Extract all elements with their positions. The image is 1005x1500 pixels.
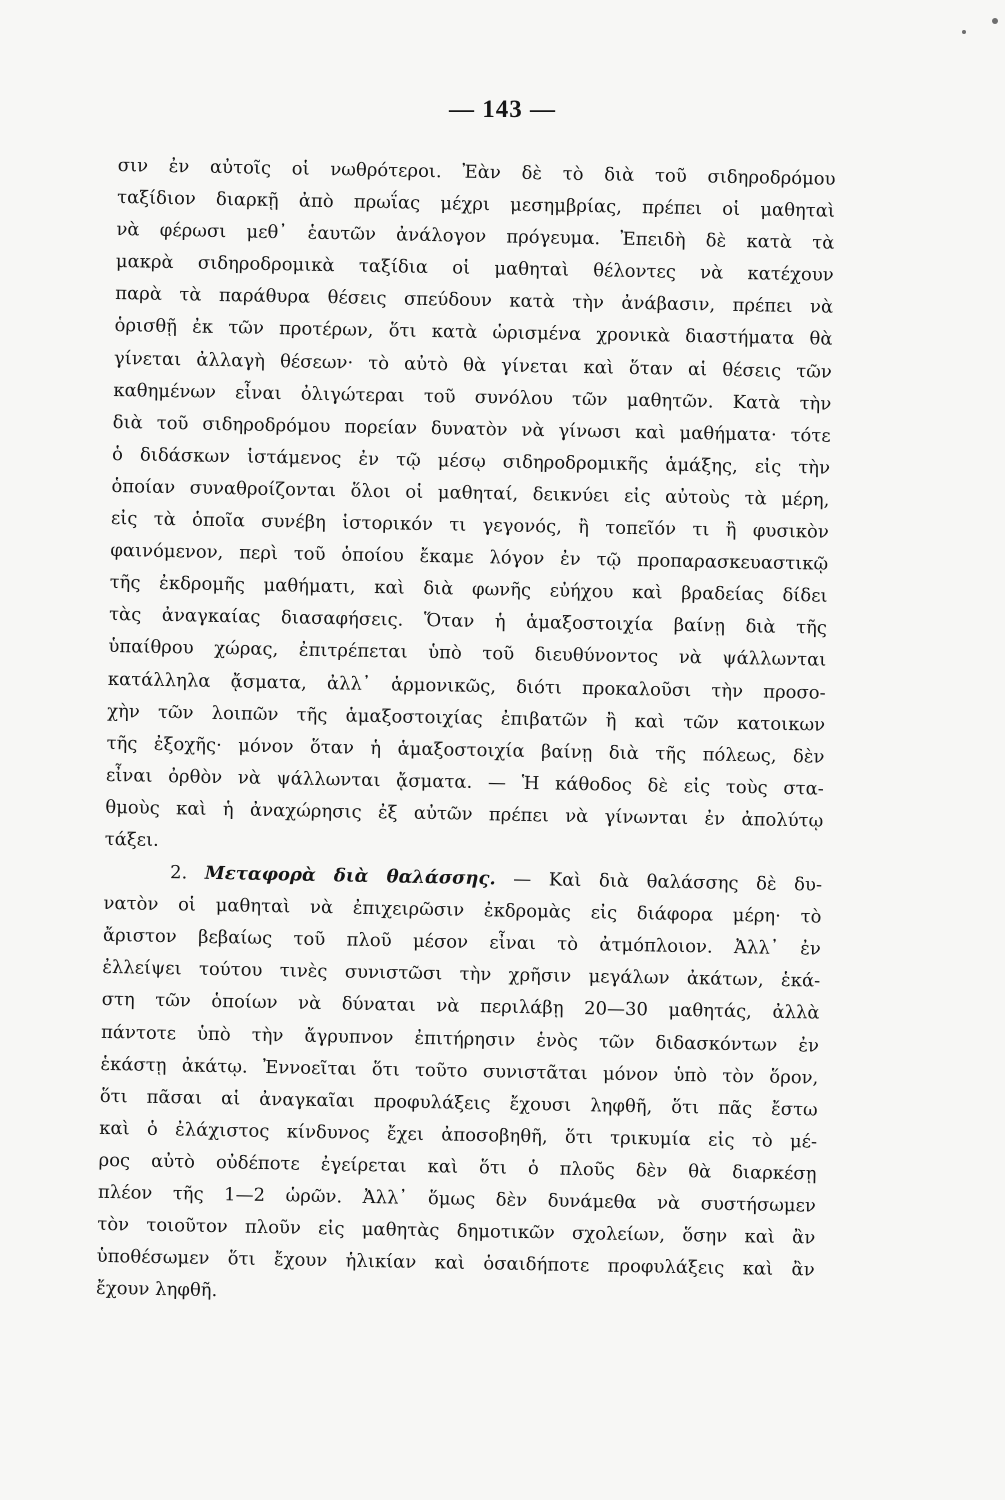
section-number: 2. — [169, 862, 188, 884]
text-line: εἶναι ὀρθὸν νὰ ψάλλωνται ᾄσματα. — Ἡ κάθοδος δὲ εἰς τοὺς στα- — [105, 764, 825, 800]
text-line: νατὸν οἱ μαθηταὶ νὰ ἐπιχειρῶσιν ἐκδρομὰς εἰς διάφορα μέρη· τὸ — [103, 893, 822, 928]
text-line: πάντοτε ὑπὸ τὴν ἄγρυπνον ἐπιτήρησιν ἑνὸς τῶν διδασκόντων ἐν — [100, 1021, 820, 1057]
text-line: τῆς ἐκδρομῆς μαθήματι, καὶ διὰ φωνῆς εὐήχου καὶ βραδείας δίδει — [109, 572, 828, 607]
text-line: ὁποίαν συναθροίζονται ὅλοι οἱ μαθηταί, δεικνύει εἰς αὐτοὺς τὰ μέρη, — [111, 475, 830, 511]
text-line: γίνεται ἀλλαγὴ θέσεων· τὸ αὐτὸ θὰ γίνεται καὶ ὅταν αἱ θέσεις τῶν — [113, 347, 833, 383]
section-sea-transport — [96, 856, 822, 1319]
text-line: ἐλλείψει τούτου τινὲς συνιστῶσι τὴν χρῆσιν μεγάλων ἀκάτων, ἑκά- — [102, 957, 821, 992]
text-line: ὑπαίθρου χώρας, ἐπιτρέπεται ὑπὸ τοῦ διευθύνοντος νὰ ψάλλωνται — [108, 636, 827, 672]
text-line: τὰς ἀναγκαίας διασαφήσεις. Ὅταν ἡ ἁμαξοστοιχία βαίνῃ διὰ τῆς — [108, 604, 828, 640]
text-line: ταξίδιον διαρκῇ ἀπὸ πρωΐας μέχρι μεσημβρίας, πρέπει οἱ μαθηταὶ — [116, 187, 836, 222]
text-line: καὶ ὁ ἐλάχιστος κίνδυνος ἔχει ἀποσοβηθῆ, ὅτι τρικυμία εἰς τὸ μέ- — [99, 1117, 818, 1153]
text-line: ἔχουν ληφθῆ. — [95, 1278, 218, 1302]
text-line: παρὰ τὰ παράθυρα θέσεις σπεύδουν κατὰ τὴν ἀνάβασιν, πρέπει νὰ — [115, 283, 834, 319]
text-line: χὴν τῶν λοιπῶν τῆς ἁμαξοστοιχίας ἐπιβατῶν ἢ καὶ τῶν κατοικων — [107, 700, 826, 736]
page-body — [96, 150, 836, 1319]
text-line: ὁρισθῇ ἐκ τῶν προτέρων, ὅτι κατὰ ὡρισμένα χρονικὰ διαστήματα θὰ — [114, 315, 833, 351]
text-line: στη τῶν ὁποίων νὰ δύναται νὰ περιλάβῃ 20—30 μαθητάς, ἀλλὰ — [101, 989, 820, 1025]
text-line: τῆς ἐξοχῆς· μόνον ὅταν ἡ ἁμαξοστοιχία βαίνῃ διὰ τῆς πόλεως, δὲν — [106, 732, 825, 768]
text-line: μακρὰ σιδηροδρομικὰ ταξίδια οἱ μαθηταὶ θέλοντες νὰ κατέχουν — [115, 251, 834, 287]
text-line: ρος αὐτὸ οὐδέποτε ἐγείρεται καὶ ὅτι ὁ πλοῦς δὲν θὰ διαρκέσῃ — [98, 1149, 817, 1185]
text-line: καθημένων εἶναι ὀλιγώτεραι τοῦ συνόλου τῶν μαθητῶν. Κατὰ τὴν — [113, 379, 832, 415]
text-line: τάξει. — [104, 828, 160, 851]
text-line: ὅτι πᾶσαι αἱ ἀναγκαῖαι προφυλάξεις ἔχουσι ληφθῆ, ὅτι πᾶς ἔστω — [99, 1085, 818, 1121]
text-line: πλέον τῆς 1—2 ὡρῶν. Ἀλλ᾽ ὅμως δὲν δυνάμεθα νὰ συστήσωμεν — [97, 1181, 817, 1217]
text-line: τὸν τοιοῦτον πλοῦν εἰς μαθητὰς δημοτικῶν σχολείων, ὅσην καὶ ἂν — [97, 1213, 816, 1249]
text-line: φαινόμενον, περὶ τοῦ ὁποίου ἔκαμε λόγον ἐν τῷ προπαρασκευαστικῷ — [110, 540, 829, 575]
text-line: εἰς τὰ ὁποῖα συνέβη ἱστορικόν τι γεγονός, ἢ τοπεῖόν τι ἢ φυσικὸν — [110, 507, 829, 543]
section-first-line-text: — Καὶ διὰ θαλάσσης δὲ δυ- — [513, 868, 823, 896]
text-line: διὰ τοῦ σιδηροδρόμου πορείαν δυνατὸν νὰ γίνωσι καὶ μαθήματα· τότε — [112, 411, 831, 447]
page-number: — 143 — — [449, 96, 556, 123]
text-line: ὁ διδάσκων ἱστάμενος ἐν τῷ μέσῳ σιδηροδρομικῆς ἁμάξης, εἰς τὴν — [111, 443, 831, 479]
section-heading: Μεταφορὰ διὰ θαλάσσης. — [204, 862, 496, 890]
ink-speck — [962, 30, 966, 34]
ink-speck — [992, 18, 998, 24]
text-line: ὑποθέσωμεν ὅτι ἔχουν ἡλικίαν καὶ ὁσαιδήποτε προφυλάξεις καὶ ἂν — [96, 1245, 815, 1281]
text-line: νὰ φέρωσι μεθ᾽ ἑαυτῶν ἀνάλογον πρόγευμα. Ἐπειδὴ δὲ κατὰ τὰ — [116, 219, 835, 254]
text-line: ἑκάστῃ ἀκάτῳ. Ἐννοεῖται ὅτι τοῦτο συνιστᾶται μόνον ὑπὸ τὸν ὅρον, — [100, 1053, 819, 1089]
text-line: ἄριστον βεβαίως τοῦ πλοῦ μέσον εἶναι τὸ ἀτμόπλοιον. Ἀλλ᾽ ἐν — [102, 925, 821, 960]
paragraph-railway-travel — [104, 150, 835, 870]
text-line: θμοὺς καὶ ἡ ἀναχώρησις ἐξ αὐτῶν πρέπει νὰ γίνωνται ἐν ἀπολύτῳ — [105, 796, 824, 832]
text-line: κατάλληλα ᾄσματα, ἀλλ᾽ ἁρμονικῶς, διότι προκαλοῦσι τὴν προσο- — [107, 668, 826, 704]
text-line: σιν ἐν αὐτοῖς οἱ νωθρότεροι. Ἐὰν δὲ τὸ διὰ τοῦ σιδηροδρόμου — [117, 154, 836, 190]
